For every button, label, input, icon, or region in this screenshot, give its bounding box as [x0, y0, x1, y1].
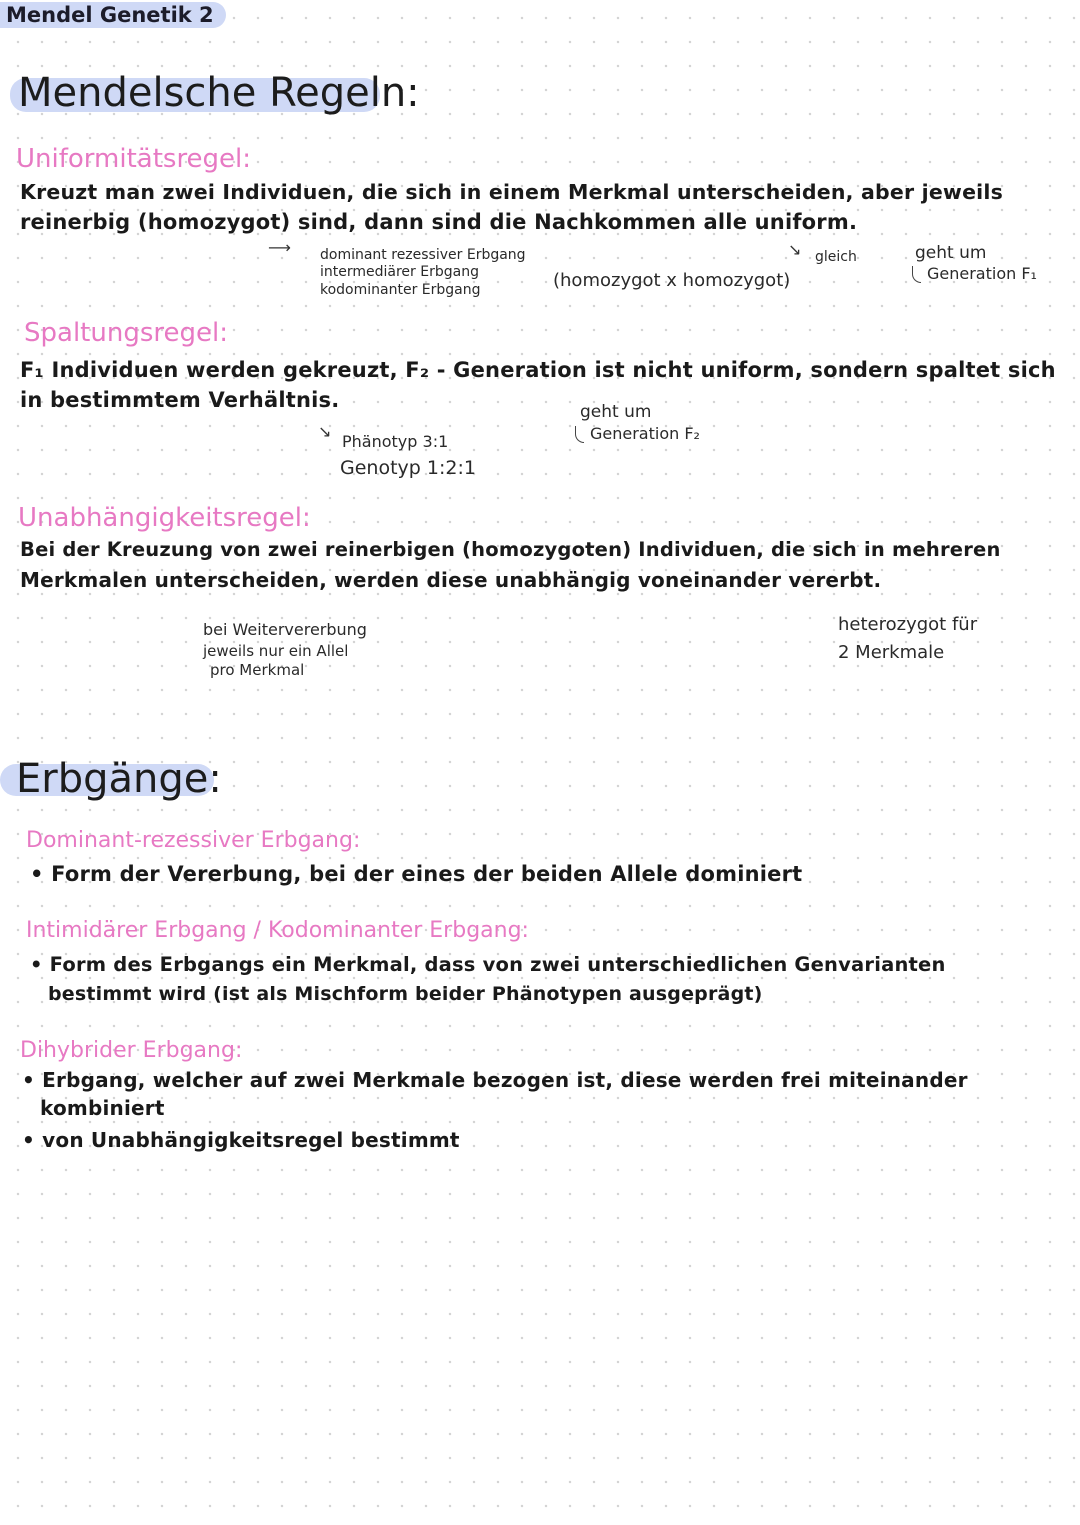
arrow-diagonal-icon: ↘	[788, 240, 802, 259]
spaltung-line-1: F₁ Individuen werden gekreuzt, F₂ - Generation ist nicht uniform, sondern spaltet sich	[20, 358, 1056, 382]
dihybrid-bullet-1-line-1: • Erbgang, welcher auf zwei Merkmale bezogen ist, diese werden frei miteinander	[22, 1068, 968, 1092]
bracket-icon	[912, 266, 921, 283]
spaltung-title: Spaltungsregel:	[24, 318, 228, 348]
uniformitaet-generation-note-2: Generation F₁	[927, 264, 1037, 283]
section-heading-erbgaenge: Erbgänge:	[16, 756, 222, 802]
unabhaengigkeit-line-1: Bei der Kreuzung von zwei reinerbigen (homozygoten) Individuen, die sich in mehreren	[20, 538, 1001, 561]
unabhaengigkeit-line-2: Merkmalen unterscheiden, werden diese unabhängig voneinander vererbt.	[20, 568, 882, 592]
uniformitaet-cross-note: (homozygot x homozygot)	[553, 270, 791, 291]
section-heading-regeln: Mendelsche Regeln:	[18, 70, 420, 116]
unabhaengigkeit-note-left-3: pro Merkmal	[210, 661, 305, 679]
dominant-title: Dominant-rezessiver Erbgang:	[26, 828, 361, 853]
intermediaer-bullet-line-1: • Form des Erbgangs ein Merkmal, dass von zwei unterschiedlichen Genvarianten	[30, 953, 946, 976]
bracket-icon	[575, 426, 584, 443]
intermediaer-title: Intimidärer Erbgang / Kodominanter Erbgang:	[26, 918, 529, 943]
uniformitaet-gleich-note: gleich	[815, 249, 857, 265]
spaltung-line-2: in bestimmtem Verhältnis.	[20, 388, 340, 412]
dominant-bullet-1: • Form der Vererbung, bei der eines der beiden Allele dominiert	[30, 862, 803, 886]
uniformitaet-line-2: reinerbig (homozygot) sind, dann sind die Nachkommen alle uniform.	[20, 210, 858, 234]
arrow-right-icon: ⟶	[268, 238, 291, 257]
unabhaengigkeit-note-left-1: bei Weitervererbung	[203, 620, 367, 639]
arrow-diagonal-icon: ↘	[318, 422, 332, 441]
spaltung-phaenotyp-note: Phänotyp 3:1	[342, 432, 449, 451]
uniformitaet-generation-note-1: geht um	[915, 243, 987, 263]
spaltung-genotyp-note: Genotyp 1:2:1	[340, 457, 476, 479]
spaltung-generation-note-2: Generation F₂	[590, 424, 700, 443]
unabhaengigkeit-note-right-1: heterozygot für	[838, 614, 978, 635]
uniformitaet-line-1: Kreuzt man zwei Individuen, die sich in einem Merkmal unterscheiden, aber jeweils	[20, 180, 1004, 204]
unabhaengigkeit-title: Unabhängigkeitsregel:	[18, 503, 311, 533]
unabhaengigkeit-note-right-2: 2 Merkmale	[838, 642, 945, 663]
spaltung-generation-note-1: geht um	[580, 402, 652, 422]
unabhaengigkeit-note-left-2: jeweils nur ein Allel	[203, 642, 349, 660]
uniformitaet-erbgang-note-2: intermediärer Erbgang	[320, 264, 479, 280]
intermediaer-bullet-line-2: bestimmt wird (ist als Mischform beider Phänotypen ausgeprägt)	[48, 983, 763, 1005]
uniformitaet-erbgang-note-1: dominant rezessiver Erbgang	[320, 247, 526, 263]
uniformitaet-erbgang-note-3: kodominanter Erbgang	[320, 282, 481, 298]
dihybrid-title: Dihybrider Erbgang:	[20, 1038, 243, 1063]
uniformitaet-title: Uniformitätsregel:	[16, 144, 252, 174]
dihybrid-bullet-1-line-2: kombiniert	[40, 1096, 165, 1120]
dihybrid-bullet-2: • von Unabhängigkeitsregel bestimmt	[22, 1128, 460, 1152]
page-title: Mendel Genetik 2	[0, 2, 226, 28]
